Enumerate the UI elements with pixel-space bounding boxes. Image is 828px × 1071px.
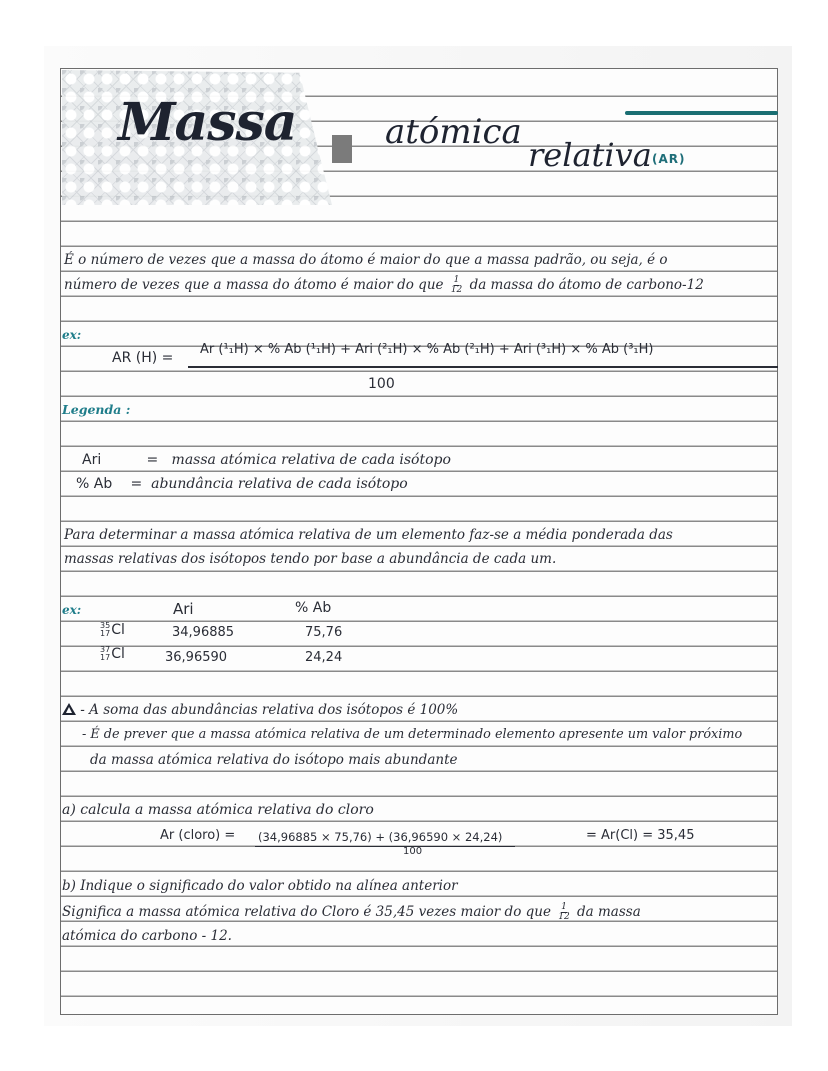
- isotope-symbol: Cl: [111, 646, 125, 662]
- question-b-prompt: b) Indique o significado do valor obtido na alínea anterior: [62, 878, 458, 894]
- definition-line-2: [64, 276, 704, 295]
- ab-value: 24,24: [305, 650, 343, 665]
- note-bullet-2-line-1: - É de prever que a massa atómica relativa de um determinado elemento apresente um valor próximo: [82, 727, 743, 742]
- example-2-label: ex:: [62, 603, 82, 617]
- question-a-lhs: Ar (cloro) =: [160, 828, 236, 843]
- title-atomica: atómica: [385, 112, 522, 152]
- table-row-cl35: [100, 622, 125, 638]
- formula-numerator: Ar (¹₁H) × % Ab (¹₁H) + Ari (²₁H) × % Ab (²₁H) + Ari (³₁H) × % Ab (³₁H): [200, 342, 654, 357]
- definition-line-1: É o número de vezes que a massa do átomo é maior do que a massa padrão, ou seja, é o: [64, 252, 668, 268]
- legend-item-ari: Ari = massa atómica relativa de cada isótopo: [82, 452, 451, 468]
- tape-tab-decoration: [332, 135, 352, 163]
- weighted-average-line-2: massas relativas dos isótopos tendo por base a abundância de cada um.: [64, 551, 557, 567]
- question-a-numerator: (34,96885 × 75,76) + (36,96590 × 24,24): [258, 830, 503, 844]
- weighted-average-line-1: Para determinar a massa atómica relativa de um elemento faz-se a média ponderada das: [64, 527, 673, 543]
- note-bullet-1: - A soma das abundâncias relativa dos isótopos é 100%: [62, 702, 458, 718]
- definition-line-2-pre: número de vezes que a massa do átomo é maior do que: [64, 277, 444, 293]
- question-a-prompt: a) calcula a massa atómica relativa do cloro: [62, 802, 374, 818]
- question-b-answer-line-1: Significa a massa atómica relativa do Cloro é 35,45 vezes maior do que $\frac{1}{12}$ da massa: [62, 902, 641, 922]
- fraction-one-twelfth: $\frac{1}{12}$: [450, 275, 463, 295]
- question-b-answer-line-2: atómica do carbono - 12.: [62, 928, 232, 944]
- table-header-ab: % Ab: [295, 600, 332, 616]
- formula-denominator: 100: [368, 376, 395, 392]
- table-row-cl37: [100, 646, 125, 662]
- example-label: ex:: [62, 328, 82, 342]
- title-massa: Massa: [118, 92, 297, 153]
- legend-definition: abundância relativa de cada isótopo: [151, 476, 408, 492]
- fraction-bar: [188, 366, 778, 368]
- title-abbreviation: (AR): [652, 152, 686, 166]
- isotope-symbol: Cl: [111, 622, 125, 638]
- question-a-result: = Ar(Cl) = 35,45: [586, 828, 695, 843]
- warning-triangle-icon: [62, 703, 76, 715]
- isotope-numbers: 35 17: [100, 621, 111, 638]
- ab-value: 75,76: [305, 625, 343, 640]
- title-relativa: relativa: [528, 136, 652, 174]
- legend-item-ab: % Ab = abundância relativa de cada isótopo: [76, 476, 408, 492]
- note-bullet-2-line-2: da massa atómica relativa do isótopo mais abundante: [90, 752, 458, 768]
- isotope-numbers: 37 17: [100, 645, 111, 662]
- legend-label: Legenda :: [62, 402, 131, 417]
- question-a-fraction-bar: [255, 846, 515, 847]
- formula-lhs: AR (H) =: [112, 350, 174, 366]
- teal-accent-stroke: [625, 111, 778, 115]
- legend-term: % Ab: [76, 476, 113, 492]
- fraction-one-twelfth: $\frac{1}{12}$: [558, 902, 570, 922]
- table-header-ari: Ari: [173, 600, 194, 618]
- definition-line-2-post: da massa do átomo de carbono-12: [469, 277, 704, 293]
- legend-definition: massa atómica relativa de cada isótopo: [171, 452, 451, 468]
- ari-value: 36,96590: [165, 650, 228, 665]
- question-a-denominator: 100: [403, 846, 423, 857]
- legend-term: Ari: [82, 452, 102, 468]
- ari-value: 34,96885: [172, 625, 235, 640]
